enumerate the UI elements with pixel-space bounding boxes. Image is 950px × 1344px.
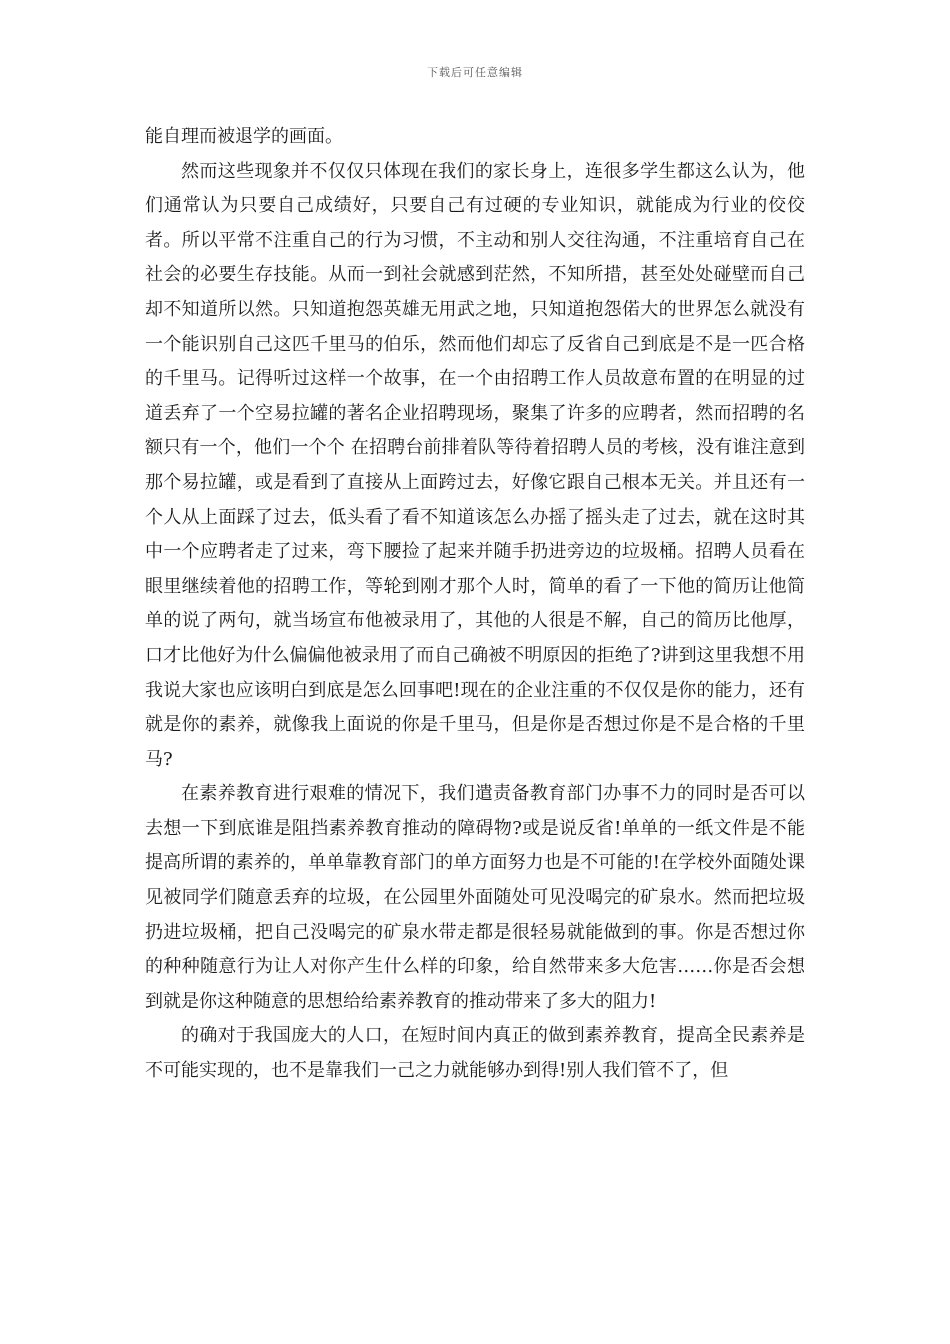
- document-body: [145, 120, 805, 1089]
- paragraph: 然而这些现象并不仅仅只体现在我们的家长身上，连很多学生都这么认为，他们通常认为只要自己成绩好，只要自己有过硬的专业知识，就能成为行业的佼佼者。所以平常不注重自己的行为习惯，不主动和别人交往沟通，不注重培育自己在社会的必要生存技能。从而一到社会就感到茫然，不知所措，甚至处处碰壁而自己却不知道所以然。只知道抱怨英雄无用武之地，只知道抱怨偌大的世界怎么就没有一个能识别自己这匹千里马的伯乐，然而他们却忘了反省自己到底是不是一匹合格的千里马。记得听过这样一个故事，在一个由招聘工作人员故意布置的在明显的过道丢弃了一个空易拉罐的著名企业招聘现场，聚集了许多的应聘者，然而招聘的名额只有一个，他们一个个 在招聘台前排着队等待着招聘人员的考核，没有谁注意到那个易拉罐，或是看到了直接从上面跨过去，好像它跟自己根本无关。并且还有一个人从上面踩了过去，低头看了看不知道该怎么办摇了摇头走了过去，就在这时其中一个应聘者走了过来，弯下腰捡了起来并随手扔进旁边的垃圾桶。招聘人员看在眼里继续着他的招聘工作，等轮到刚才那个人时，简单的看了一下他的简历让他简单的说了两句，就当场宣布他被录用了，其他的人很是不解，自己的简历比他厚，口才比他好为什么偏偏他被录用了而自己确被不明原因的拒绝了?讲到这里我想不用我说大家也应该明白到底是怎么回事吧!现在的企业注重的不仅仅是你的能力，还有就是你的素养，就像我上面说的你是千里马，但是你是否想过你是不是合格的千里马?: [145, 160, 805, 770]
- paragraph: 的确对于我国庞大的人口，在短时间内真正的做到素养教育，提高全民素养是不可能实现的，也不是靠我们一己之力就能够办到得!别人我们管不了，但: [145, 1025, 805, 1082]
- paragraph: 在素养教育进行艰难的情况下，我们遣责备教育部门办事不力的同时是否可以去想一下到底谁是阻挡素养教育推动的障碍物?或是说反省!单单的一纸文件是不能提高所谓的素养的，单单靠教育部门的单方面努力也是不可能的!在学校外面随处课见被同学们随意丢弃的垃圾，在公园里外面随处可见没喝完的矿泉水。然而把垃圾扔进垃圾桶，把自己没喝完的矿泉水带走都是很轻易就能做到的事。你是否想过你的种种随意行为让人对你产生什么样的印象，给自然带来多大危害……你是否会想到就是你这种随意的思想给给素养教育的推动带来了多大的阻力!: [145, 783, 805, 1012]
- paragraph-continuation: 能自理而被退学的画面。: [145, 126, 343, 147]
- page-header: 下载后可任意编辑: [427, 66, 523, 79]
